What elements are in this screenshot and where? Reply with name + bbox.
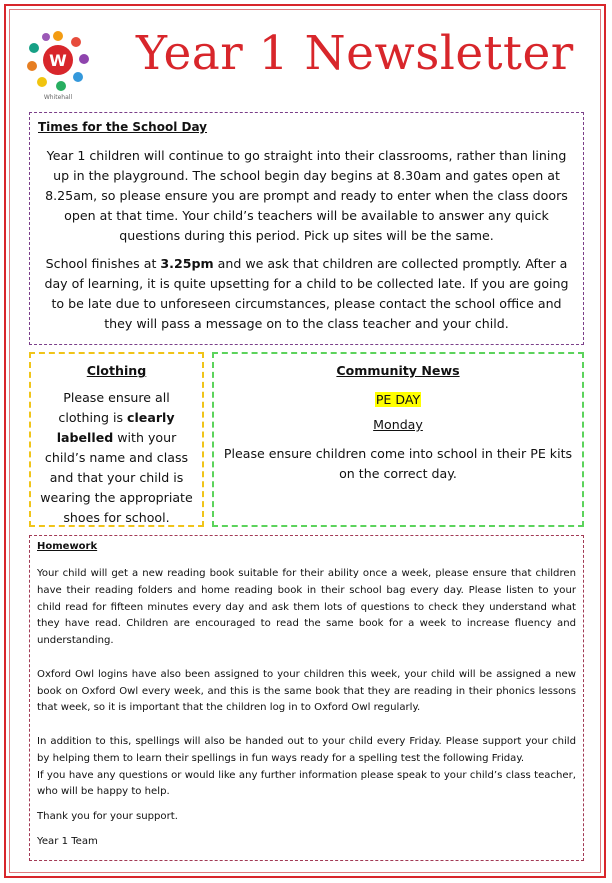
homework-body (37, 566, 576, 851)
clothing-section (29, 352, 204, 527)
clothing-emphasis: clearly labelled (56, 410, 175, 445)
homework-paragraph-2: Oxford Owl logins have also been assigned to your children this week, your child will be assigned a new book on Oxford Owl every week, and this is the same book that they are reading in their phonics lessons that week, so it is important that the children log in to Oxford Owl regularly. (37, 668, 576, 714)
homework-heading: Homework (37, 541, 98, 552)
school-day-paragraph-1: Year 1 children will continue to go straight into their classrooms, rather than lining up in the playground. The school begin day begins at 8.30am and gates open at 8.25am, so please ensure you are prompt and ready to enter when the class doors open at that time. Your child’s teachers will be available to answer any quick questions during this period. Pick up sites will be the same. (45, 148, 568, 243)
paragraph-gap (37, 650, 576, 667)
paragraph-gap (37, 717, 576, 734)
school-day-heading: Times for the School Day (38, 120, 208, 134)
finish-time-suffix: and we ask that children are collected promptly. After a day of learning, it is quite upsetting for a child to be collected late. If you are going to be late due to unforeseen circumstances, please contact the school office and they will pass a message on to the class teacher and your child. (44, 256, 569, 331)
community-news-section (212, 352, 584, 527)
clothing-heading: Clothing (86, 363, 147, 378)
school-logo (18, 22, 98, 102)
community-news-heading: Community News (336, 363, 460, 378)
community-news-body: Please ensure children come into school in their PE kits on the correct day. (223, 446, 573, 481)
clothing-body (36, 388, 197, 528)
pe-day-label: PE DAY (375, 392, 421, 407)
homework-thanks: Thank you for your support. (37, 811, 178, 823)
pe-day-row (214, 389, 582, 408)
clothing-text-end: with your child’s name and class and that your child is wearing the appropriate shoes for school. (40, 430, 193, 525)
paragraph-gap (37, 801, 576, 809)
homework-paragraph-4: If you have any questions or would like any further information please speak to your child’s class teacher, who will be happy to help. (37, 769, 576, 798)
pe-day-name: Monday (373, 417, 423, 432)
homework-paragraph-3: In addition to this, spellings will also be handed out to your child every Friday. Please support your child by helping them to learn their spellings in fun ways ready for a spelling test the following Friday. (37, 735, 576, 764)
finish-time-prefix: School finishes at (45, 256, 161, 271)
homework-section (29, 535, 584, 861)
page-title: Year 1 Newsletter (136, 26, 574, 81)
finish-time: 3.25pm (160, 256, 214, 271)
clothing-text-start: Please ensure all clothing is (58, 390, 170, 425)
school-day-section (29, 112, 584, 345)
school-day-paragraph-2 (38, 254, 575, 334)
logo-letter: W (49, 51, 67, 70)
logo-caption: Whitehall (43, 94, 73, 101)
homework-paragraph-1: Your child will get a new reading book suitable for their ability once a week, please ensure that children have their reading folders and home reading book in their school bag every day. Please listen to your child read for fifteen minutes every day and ask them lots of questions to check they understand what they have read. Children are encouraged to read the same book for a week to increase fluency and understanding. (37, 568, 576, 647)
homework-signoff: Year 1 Team (37, 835, 98, 847)
paragraph-gap (37, 826, 576, 834)
school-day-body (38, 146, 575, 342)
